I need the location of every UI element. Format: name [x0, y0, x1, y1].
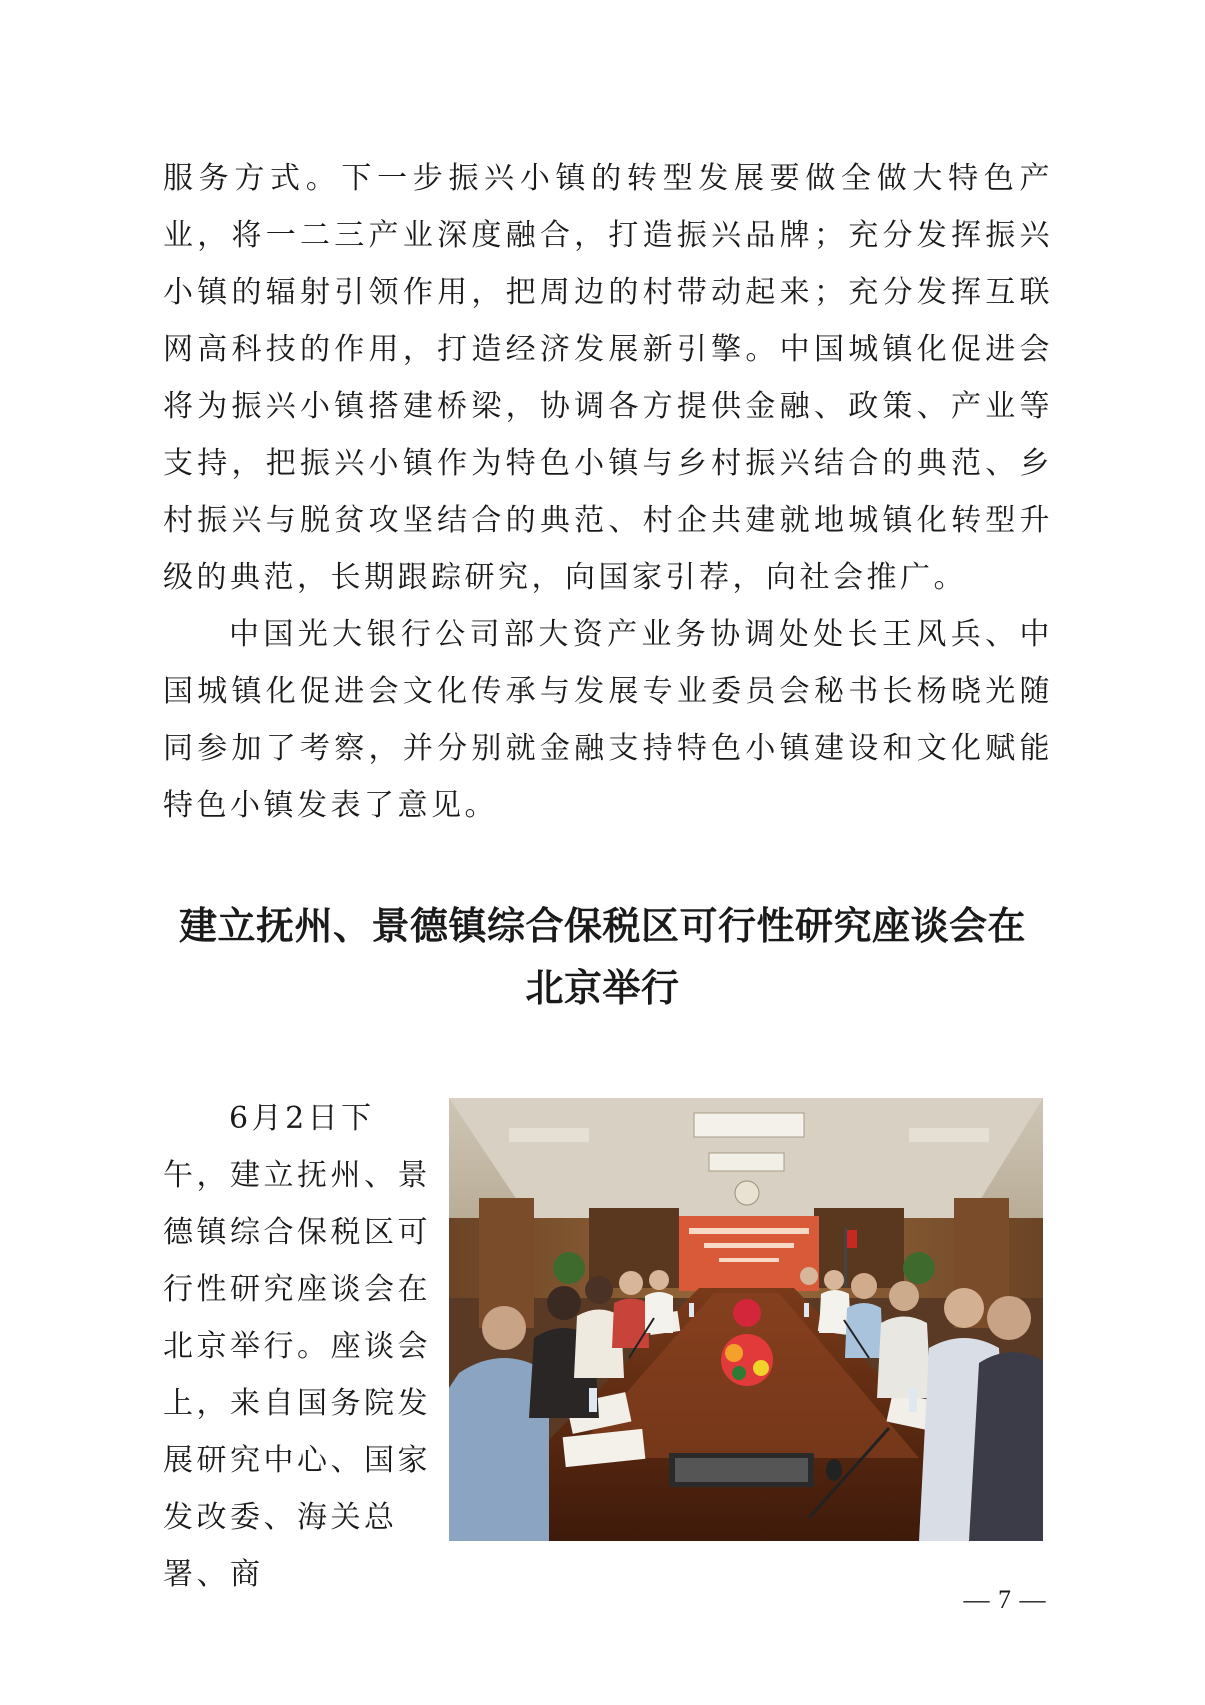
section-title-line-2: 北京举行: [525, 966, 680, 1010]
paragraph-1: 服务方式。下一步振兴小镇的转型发展要做全做大特色产业，将一二三产业深度融合，打造振兴品牌；充分发挥振兴小镇的辐射引领作用，把周边的村带动起来；充分发挥互联网高科技的作用，打造经济发展新引擎。中国城镇化促进会将为振兴小镇搭建桥梁，协调各方提供金融、政策、产业等支持，把振兴小镇作为特色小镇与乡村振兴结合的典范、乡村振兴与脱贫攻坚结合的典范、村企共建就地城镇化转型升级的典范，长期跟踪研究，向国家引荐，向社会推广。: [163, 161, 1053, 595]
paragraph-2: 中国光大银行公司部大资产业务协调处处长王风兵、中国城镇化促进会文化传承与发展专业委员会秘书长杨晓光随同参加了考察，并分别就金融支持特色小镇建设和文化赋能特色小镇发表了意见。: [163, 617, 1053, 823]
section-title: [150, 895, 1055, 1019]
body-text: [163, 150, 1053, 834]
side-paragraph: 6月2日下午，建立抚州、景德镇综合保税区可行性研究座谈会在北京举行。座谈会上，来自国务院发展研究中心、国家发改委、海关总署、商: [163, 1101, 431, 1592]
section-title-line-1: 建立抚州、景德镇综合保税区可行性研究座谈会在: [178, 904, 1026, 948]
meeting-photo: [449, 1098, 1043, 1541]
page-number: — 7 —: [963, 1585, 1047, 1614]
